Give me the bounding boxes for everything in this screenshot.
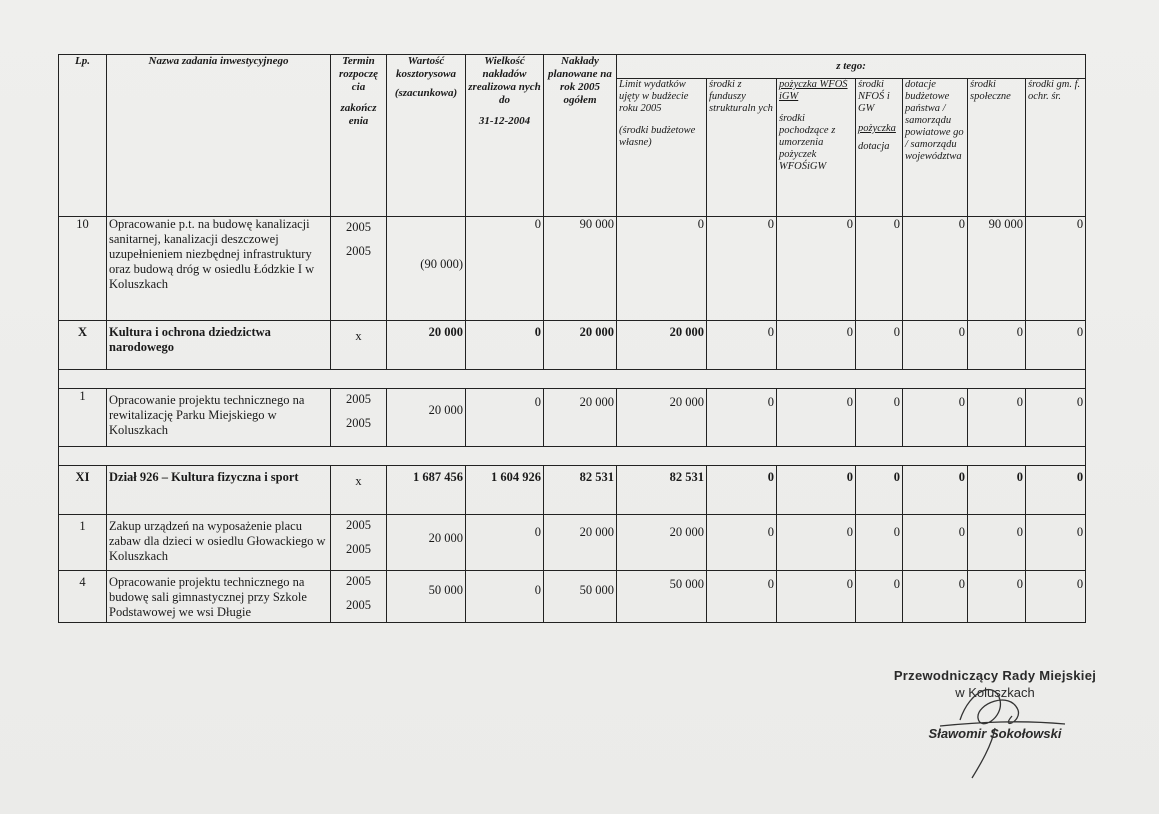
cell-plan: 20 000 bbox=[544, 389, 617, 447]
cell-struct: 0 bbox=[707, 389, 777, 447]
col-gm-header: środki gm. f. ochr. śr. bbox=[1026, 79, 1086, 217]
stamp-title: Przewodniczący Rady Miejskiej bbox=[893, 668, 1097, 683]
cell-limit: 20 000 bbox=[617, 321, 707, 370]
cell-limit: 0 bbox=[617, 217, 707, 321]
term-start: 2005 bbox=[346, 220, 371, 234]
col-done-header bbox=[466, 55, 544, 217]
cell-wfos: 0 bbox=[777, 321, 856, 370]
row-name: Dział 926 – Kultura fizyczna i sport bbox=[107, 466, 331, 515]
row-lp: 1 bbox=[59, 389, 107, 447]
cell-dot: 0 bbox=[903, 321, 968, 370]
cell-plan: 90 000 bbox=[544, 217, 617, 321]
cell-dot: 0 bbox=[903, 515, 968, 571]
row-name: Opracowanie projektu technicznego na budowę sali gimnastycznej przy Szkole Podstawowej we wsi Długie bbox=[107, 571, 331, 623]
row-lp: X bbox=[59, 321, 107, 370]
cell-nfos: 0 bbox=[856, 389, 903, 447]
cell-struct: 0 bbox=[707, 571, 777, 623]
cell-limit: 82 531 bbox=[617, 466, 707, 515]
cell-spol: 0 bbox=[968, 515, 1026, 571]
cell-dot: 0 bbox=[903, 466, 968, 515]
col-name-header: Nazwa zadania inwestycyjnego bbox=[107, 55, 331, 217]
cell-dot: 0 bbox=[903, 571, 968, 623]
value-label-a: Wartość kosztorysowa bbox=[396, 55, 456, 80]
term-start: 2005 bbox=[346, 392, 371, 406]
cell-gm: 0 bbox=[1026, 217, 1086, 321]
limit-label-b: (środki budżetowe własne) bbox=[619, 125, 696, 148]
stamp-name: Sławomir Sokołowski bbox=[928, 726, 1062, 741]
col-limit-header bbox=[617, 79, 707, 217]
term-start: 2005 bbox=[346, 518, 371, 532]
row-lp: 1 bbox=[59, 515, 107, 571]
cell-done: 0 bbox=[466, 321, 544, 370]
col-nfos-header bbox=[856, 79, 903, 217]
term-label-c: cia bbox=[351, 81, 366, 93]
cell-limit: 20 000 bbox=[617, 389, 707, 447]
term-end: 2005 bbox=[346, 542, 371, 556]
row-term: x bbox=[331, 466, 387, 515]
cell-value: 50 000 bbox=[387, 571, 466, 623]
col-spol-header: środki społeczne bbox=[968, 79, 1026, 217]
cell-gm: 0 bbox=[1026, 321, 1086, 370]
cell-done: 0 bbox=[466, 515, 544, 571]
investment-table bbox=[58, 54, 1086, 623]
nfos-label-a: środki NFOŚ i GW bbox=[858, 79, 890, 114]
cell-dot: 0 bbox=[903, 389, 968, 447]
term-label-d: zakończ bbox=[340, 102, 377, 114]
cell-struct: 0 bbox=[707, 321, 777, 370]
table-row bbox=[59, 571, 1086, 623]
nfos-label-b: pożyczka bbox=[858, 123, 896, 134]
term-label-e: enia bbox=[348, 115, 369, 127]
cell-spol: 0 bbox=[968, 321, 1026, 370]
spacer-row bbox=[59, 447, 1086, 466]
row-name: Opracowanie projektu technicznego na rewitalizację Parku Miejskiego w Koluszkach bbox=[107, 389, 331, 447]
col-term-header bbox=[331, 55, 387, 217]
term-label-a: Termin bbox=[342, 55, 375, 67]
row-term bbox=[331, 217, 387, 321]
row-term bbox=[331, 389, 387, 447]
cell-nfos: 0 bbox=[856, 571, 903, 623]
cell-struct: 0 bbox=[707, 217, 777, 321]
row-lp: 10 bbox=[59, 217, 107, 321]
table-row bbox=[59, 217, 1086, 321]
cell-done: 0 bbox=[466, 389, 544, 447]
nfos-label-c: dotacja bbox=[858, 141, 890, 152]
cell-spol: 0 bbox=[968, 389, 1026, 447]
cell-nfos: 0 bbox=[856, 321, 903, 370]
row-lp: XI bbox=[59, 466, 107, 515]
cell-wfos: 0 bbox=[777, 389, 856, 447]
cell-plan: 82 531 bbox=[544, 466, 617, 515]
cell-gm: 0 bbox=[1026, 389, 1086, 447]
cell-wfos: 0 bbox=[777, 515, 856, 571]
cell-wfos: 0 bbox=[777, 571, 856, 623]
ztego-header: z tego: bbox=[617, 55, 1086, 79]
cell-wfos: 0 bbox=[777, 217, 856, 321]
col-value-header bbox=[387, 55, 466, 217]
term-end: 2005 bbox=[346, 416, 371, 430]
row-name: Kultura i ochrona dziedzictwa narodowego bbox=[107, 321, 331, 370]
cell-dot: 0 bbox=[903, 217, 968, 321]
cell-spol: 90 000 bbox=[968, 217, 1026, 321]
row-name: Opracowanie p.t. na budowę kanalizacji sanitarnej, kanalizacji deszczowej uzupełnieniem niezbędnej infrastruktury oraz budową dróg w osiedlu Łódzkie I w Koluszkach bbox=[107, 217, 331, 321]
cell-plan: 50 000 bbox=[544, 571, 617, 623]
row-name: Zakup urządzeń na wyposażenie placu zabaw dla dzieci w osiedlu Głowackiego w Koluszkach bbox=[107, 515, 331, 571]
term-end: 2005 bbox=[346, 598, 371, 612]
cell-value: 20 000 bbox=[387, 389, 466, 447]
cell-gm: 0 bbox=[1026, 515, 1086, 571]
col-struct-header: środki z funduszy strukturaln ych bbox=[707, 79, 777, 217]
cell-nfos: 0 bbox=[856, 217, 903, 321]
cell-value: 20 000 bbox=[387, 515, 466, 571]
cell-wfos: 0 bbox=[777, 466, 856, 515]
done-label-b: 31-12-2004 bbox=[478, 115, 531, 127]
row-term bbox=[331, 571, 387, 623]
term-label-b: rozpoczę bbox=[338, 68, 379, 80]
col-lp-header: Lp. bbox=[59, 55, 107, 217]
cell-limit: 50 000 bbox=[617, 571, 707, 623]
cell-struct: 0 bbox=[707, 515, 777, 571]
cell-done: 0 bbox=[466, 571, 544, 623]
cell-done: 1 604 926 bbox=[466, 466, 544, 515]
row-term: x bbox=[331, 321, 387, 370]
cell-nfos: 0 bbox=[856, 515, 903, 571]
cell-value: (90 000) bbox=[387, 217, 466, 321]
cell-gm: 0 bbox=[1026, 571, 1086, 623]
cell-plan: 20 000 bbox=[544, 321, 617, 370]
section-row bbox=[59, 466, 1086, 515]
cell-value: 20 000 bbox=[387, 321, 466, 370]
col-dot-header: dotacje budżetowe państwa / samorządu powiatowe go / samorządu województwa bbox=[903, 79, 968, 217]
cell-struct: 0 bbox=[707, 466, 777, 515]
section-row bbox=[59, 321, 1086, 370]
limit-label-a: Limit wydatków ujęty w budżecie roku 2005 bbox=[619, 79, 689, 114]
wfos-label-b: środki pochodzące z umorzenia pożyczek WFOŚiGW bbox=[779, 113, 836, 172]
cell-spol: 0 bbox=[968, 571, 1026, 623]
handwritten-signature bbox=[900, 670, 1070, 780]
spacer-cell bbox=[59, 370, 1086, 389]
cell-done: 0 bbox=[466, 217, 544, 321]
row-term bbox=[331, 515, 387, 571]
cell-value: 1 687 456 bbox=[387, 466, 466, 515]
table-row bbox=[59, 389, 1086, 447]
spacer-cell bbox=[59, 447, 1086, 466]
col-wfos-header bbox=[777, 79, 856, 217]
header-row-1 bbox=[59, 55, 1086, 79]
spacer-row bbox=[59, 370, 1086, 389]
cell-gm: 0 bbox=[1026, 466, 1086, 515]
stamp-place: w Koluszkach bbox=[955, 685, 1035, 700]
done-label-a: Wielkość nakładów zrealizowa nych do bbox=[468, 55, 541, 106]
cell-nfos: 0 bbox=[856, 466, 903, 515]
value-label-b: (szacunkowa) bbox=[394, 87, 458, 99]
wfos-label-a: pożyczka WFOŚ iGW bbox=[779, 79, 848, 102]
cell-limit: 20 000 bbox=[617, 515, 707, 571]
cell-spol: 0 bbox=[968, 466, 1026, 515]
col-plan-header: Nakłady planowane na rok 2005 ogółem bbox=[544, 55, 617, 217]
cell-plan: 20 000 bbox=[544, 515, 617, 571]
term-start: 2005 bbox=[346, 574, 371, 588]
term-end: 2005 bbox=[346, 244, 371, 258]
table-row bbox=[59, 515, 1086, 571]
row-lp: 4 bbox=[59, 571, 107, 623]
